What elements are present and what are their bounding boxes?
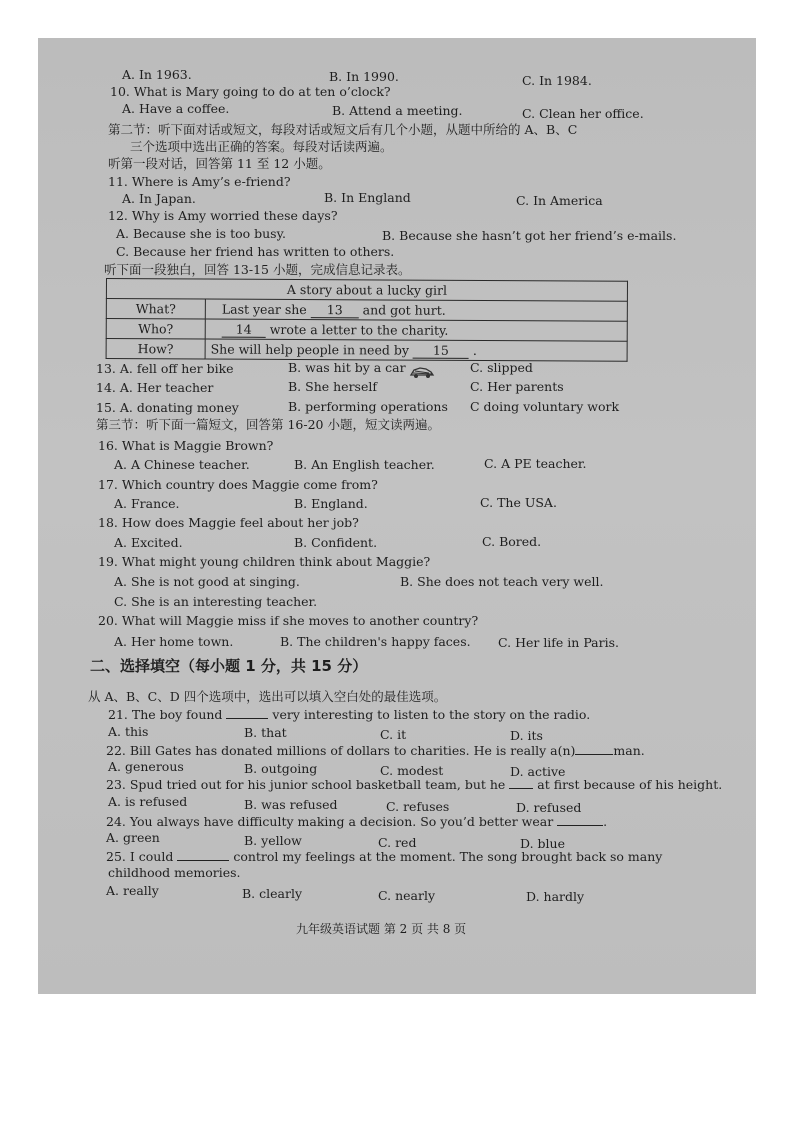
q13-option-c: C. slipped — [470, 360, 533, 375]
exam-paper-photo — [38, 38, 756, 994]
q23-text-pre: 23. Spud tried out for his junior school basketball team, but he — [106, 777, 506, 792]
q22-option-d: D. active — [510, 764, 566, 779]
q10-option-a: A. Have a coffee. — [122, 101, 230, 116]
q21-option-b: B. that — [244, 725, 287, 740]
q21-blank — [226, 718, 268, 719]
table-row — [106, 319, 627, 342]
q12-option-c: C. Because her friend has written to others. — [116, 244, 395, 259]
section2-title: 二、选择填空（每小题 1 分，共 15 分） — [90, 657, 368, 675]
q9-option-b: B. In 1990. — [329, 69, 399, 84]
q25-stem — [106, 849, 662, 865]
row-text-pre: She will help people in need by — [210, 341, 409, 358]
answer-blank-13: 13 — [311, 302, 359, 318]
q15-option-b: B. performing operations — [288, 399, 448, 414]
q22-option-a: A. generous — [108, 759, 184, 774]
q10-stem: 10. What is Mary going to do at ten o’clock? — [110, 84, 391, 99]
q14-option-b: B. She herself — [288, 379, 377, 394]
q21-stem — [108, 707, 590, 723]
q24-option-b: B. yellow — [244, 833, 302, 848]
q25-text-pre: 25. I could — [106, 849, 174, 864]
q15-option-c: C doing voluntary work — [470, 399, 620, 414]
q23-text-post: at first because of his height. — [537, 777, 723, 792]
q17-stem: 17. Which country does Maggie come from? — [98, 477, 378, 492]
table-row — [106, 299, 627, 322]
q25-blank — [177, 860, 229, 861]
q23-blank — [509, 788, 533, 789]
q20-stem: 20. What will Maggie miss if she moves to another country? — [98, 613, 479, 628]
part2-instruction-line2: 三个选项中选出正确的答案。每段对话读两遍。 — [130, 139, 393, 154]
row-content — [205, 299, 627, 321]
q19-option-b: B. She does not teach very well. — [400, 574, 604, 589]
row-label: How? — [106, 339, 205, 360]
q13-option-a: 13. A. fell off her bike — [96, 361, 234, 376]
table-row — [106, 339, 627, 362]
q25-stem-line2: childhood memories. — [108, 865, 241, 880]
q21-text-post: very interesting to listen to the story on the radio. — [272, 707, 591, 722]
row-content — [205, 319, 627, 341]
row-label: What? — [106, 299, 205, 320]
q23-option-c: C. refuses — [386, 799, 450, 814]
q24-option-a: A. green — [106, 830, 160, 845]
q24-stem — [106, 814, 607, 830]
q9-option-a: A. In 1963. — [122, 67, 192, 82]
q18-option-a: A. Excited. — [114, 535, 183, 550]
part3-instruction: 第三节：听下面一篇短文，回答第 16-20 小题，短文读两遍。 — [96, 417, 440, 432]
q22-text-post: man. — [613, 743, 645, 758]
q17-option-b: B. England. — [294, 496, 368, 511]
q11-stem: 11. Where is Amy’s e-friend? — [108, 174, 291, 189]
q21-option-d: D. its — [510, 728, 543, 743]
q24-text-post: . — [603, 814, 608, 829]
q14-option-c: C. Her parents — [470, 379, 564, 394]
q22-option-c: C. modest — [380, 763, 444, 778]
q24-blank — [557, 825, 603, 826]
row-text-post: wrote a letter to the charity. — [269, 321, 449, 338]
q11-option-b: B. In England — [324, 190, 411, 205]
q19-option-a: A. She is not good at singing. — [114, 574, 300, 589]
q22-option-b: B. outgoing — [244, 761, 318, 776]
q11-option-c: C. In America — [516, 193, 603, 208]
q23-option-d: D. refused — [516, 800, 582, 815]
row-label: Who? — [106, 319, 205, 340]
q11-option-a: A. In Japan. — [122, 191, 196, 206]
q24-option-d: D. blue — [520, 836, 565, 851]
q21-text-pre: 21. The boy found — [108, 707, 223, 722]
q16-stem: 16. What is Maggie Brown? — [98, 438, 274, 453]
table-title: A story about a lucky girl — [106, 279, 627, 302]
q25-option-c: C. nearly — [378, 888, 436, 903]
q22-stem — [106, 743, 645, 759]
q18-stem: 18. How does Maggie feel about her job? — [98, 515, 359, 530]
q23-option-b: B. was refused — [244, 797, 338, 812]
q10-option-c: C. Clean her office. — [522, 106, 644, 121]
exam-sheet — [38, 38, 756, 994]
q10-option-b: B. Attend a meeting. — [332, 103, 463, 118]
q22-text-pre: 22. Bill Gates has donated millions of dollars to charities. He is really a(n) — [106, 743, 576, 758]
q16-option-a: A. A Chinese teacher. — [114, 457, 250, 472]
page-footer: 九年级英语试题 第 2 页 共 8 页 — [296, 922, 467, 936]
q22-blank — [575, 754, 613, 755]
q12-stem: 12. Why is Amy worried these days? — [108, 208, 338, 223]
q23-stem — [106, 777, 722, 793]
q12-option-b: B. Because she hasn’t got her friend’s e-mails. — [382, 228, 677, 243]
q25-text-post: control my feelings at the moment. The song brought back so many — [233, 849, 663, 864]
q14-option-a: 14. A. Her teacher — [96, 380, 214, 395]
q23-option-a: A. is refused — [108, 794, 188, 809]
section2-instruction: 从 A、B、C、D 四个选项中，选出可以填入空白处的最佳选项。 — [88, 689, 447, 704]
q16-option-c: C. A PE teacher. — [484, 456, 587, 471]
row-content — [205, 339, 627, 361]
q12-option-a: A. Because she is too busy. — [116, 226, 286, 241]
q24-option-c: C. red — [378, 835, 417, 850]
q25-option-a: A. really — [106, 883, 159, 898]
info-record-table — [106, 278, 628, 362]
part2-instruction-line1: 第二节：听下面对话或短文，每段对话或短文后有几个小题，从题中所给的 A、B、C — [108, 122, 578, 137]
table-title-row — [106, 279, 627, 302]
answer-blank-15: 15 — [413, 342, 469, 358]
q18-option-c: C. Bored. — [482, 534, 542, 549]
row-text-post: and got hurt. — [362, 301, 446, 318]
dialog1-note: 听第一段对话，回答第 11 至 12 小题。 — [108, 156, 331, 171]
monologue-note: 听下面一段独白，回答 13-15 小题，完成信息记录表。 — [104, 262, 411, 277]
q18-option-b: B. Confident. — [294, 535, 378, 550]
row-text-pre: Last year she — [221, 301, 307, 317]
row-text-post: . — [472, 342, 477, 358]
q21-option-c: C. it — [380, 727, 407, 742]
q20-option-a: A. Her home town. — [114, 634, 234, 649]
q25-option-d: D. hardly — [526, 889, 585, 904]
q16-option-b: B. An English teacher. — [294, 457, 435, 472]
q9-option-c: C. In 1984. — [522, 73, 592, 88]
q20-option-b: B. The children's happy faces. — [280, 634, 471, 649]
q21-option-a: A. this — [108, 724, 149, 739]
q17-option-a: A. France. — [114, 496, 180, 511]
q17-option-c: C. The USA. — [480, 495, 557, 510]
q15-option-a: 15. A. donating money — [96, 400, 239, 415]
q24-text-pre: 24. You always have difficulty making a decision. So you’d better wear — [106, 814, 554, 829]
q13-option-b: B. was hit by a car — [288, 360, 406, 375]
q25-option-b: B. clearly — [242, 886, 303, 901]
car-sketch-icon — [409, 365, 435, 379]
answer-blank-14: 14 — [222, 321, 266, 337]
q19-option-c: C. She is an interesting teacher. — [114, 594, 318, 609]
q19-stem: 19. What might young children think about Maggie? — [98, 554, 431, 569]
q20-option-c: C. Her life in Paris. — [498, 635, 619, 650]
